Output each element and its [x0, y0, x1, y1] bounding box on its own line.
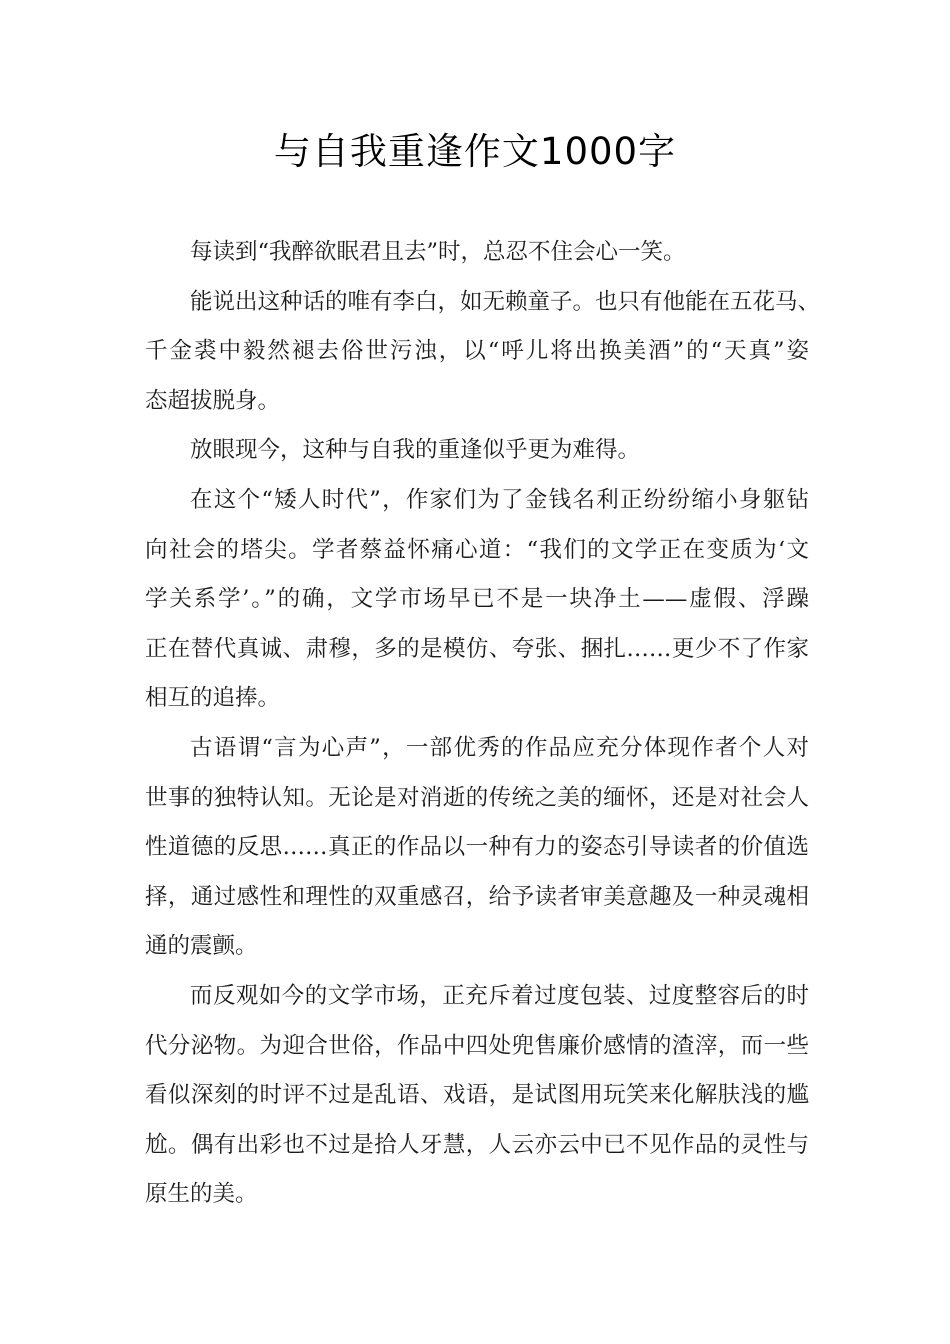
text-line: 每读到“我醉欲眠君且去”时，总忍不住会心一笑。 [190, 239, 686, 265]
text-line: 世事的独特认知。无论是对消逝的传统之美的缅怀，还是对社会人 [145, 784, 809, 811]
text-line: 能说出这种话的唯有李白，如无赖童子。也只有他能在五花马、 [190, 288, 821, 315]
text-line: 看似深刻的时评不过是乱语、戏语，是试图用玩笑来化解肤浅的尴 [145, 1082, 809, 1109]
document-body [145, 228, 821, 1220]
text-line: 尬。偶有出彩也不过是拾人牙慧，人云亦云中已不见作品的灵性与 [145, 1131, 809, 1158]
text-line: 古语谓“言为心声”，一部优秀的作品应充分体现作者个人对 [190, 734, 809, 761]
paragraph [145, 278, 821, 427]
text-line: 学关系学’。”的确，文学市场早已不是一块净土——虚假、浮躁 [145, 586, 809, 613]
paragraph [145, 426, 809, 476]
paragraph [145, 476, 809, 724]
text-line: 态超拔脱身。 [145, 387, 281, 414]
text-line: 在这个“矮人时代”，作家们为了金钱名利正纷纷缩小身躯钻 [190, 486, 809, 513]
text-line: 原生的美。 [145, 1181, 258, 1208]
text-line: 相互的追捧。 [145, 685, 281, 712]
paragraph [145, 972, 809, 1220]
text-line: 放眼现今，这种与自我的重逢似乎更为难得。 [190, 437, 641, 464]
text-line: 通的震颤。 [145, 933, 258, 960]
text-line: 择，通过感性和理性的双重感召，给予读者审美意趣及一种灵魂相 [145, 883, 809, 910]
paragraph [145, 228, 809, 278]
text-line: 正在替代真诚、肃穆，多的是模仿、夸张、捆扎……更少不了作家 [145, 635, 809, 662]
text-line: 性道德的反思……真正的作品以一种有力的姿态引导读者的价值选 [145, 834, 809, 861]
text-line: 千金裘中毅然褪去俗世污浊，以“呼儿将出换美酒”的“天真”姿 [145, 338, 809, 365]
text-line: 代分泌物。为迎合世俗，作品中四处兜售廉价感情的渣滓，而一些 [145, 1032, 809, 1059]
document-title: 与自我重逢作文1000字 [273, 130, 677, 173]
paragraph [145, 724, 809, 972]
text-line: 而反观如今的文学市场，正充斥着过度包装、过度整容后的时 [190, 982, 809, 1009]
text-line: 向社会的塔尖。学者蔡益怀痛心道：“我们的文学正在变质为‘文 [145, 536, 809, 563]
